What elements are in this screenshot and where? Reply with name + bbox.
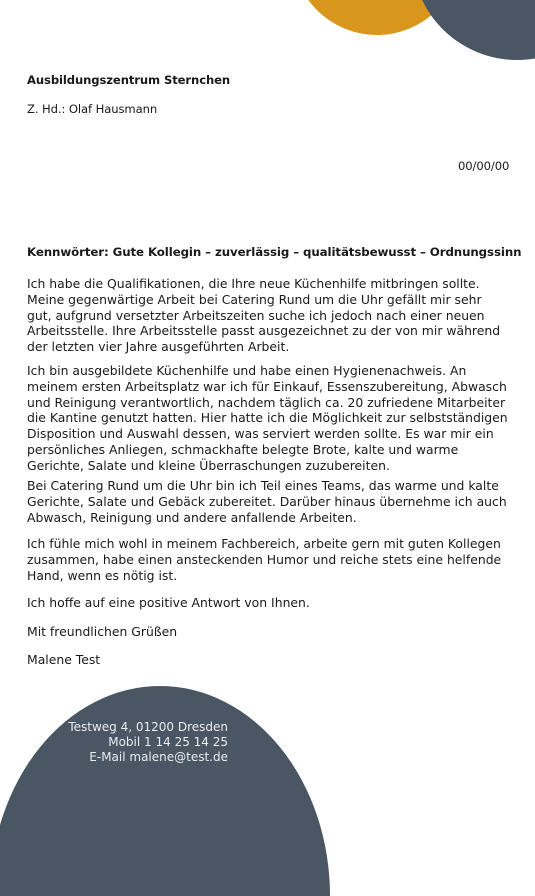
recipient-contact: Z. Hd.: Olaf Hausmann	[27, 102, 158, 116]
footer-phone: Mobil 1 14 25 14 25	[108, 735, 228, 749]
body-paragraph: Bei Catering Rund um die Uhr bin ich Teil eines Teams, das warme und kalte Gerichte, Salate und Gebäck zubereitet. Darüber hinaus übernehme ich auch Abwasch, Reinigung und andere anfallende Arbeiten.	[27, 478, 507, 525]
body-paragraph: Ich bin ausgebildete Küchenhilfe und habe einen Hygienenachweis. An meinem ersten Arbeitsplatz war ich für Einkauf, Essenszubereitung, Abwasch und Reinigung verantwortlich, nachdem täglich ca. 20 zufriedene Mitarbeiter die Kantine genutzt hatten. Hier hatte ich die Möglichkeit zur selbstständigen Disposition und Auswahl dessen, was serviert werden sollte. Es war mir ein persönliches Anliegen, schmackhafte belegte Brote, kalte und warme Gerichte, Salate und kleine Überraschungen zuzubereiten.	[27, 363, 508, 473]
signature-name: Malene Test	[27, 652, 101, 667]
decorative-slate-semicircle-bottom	[0, 686, 330, 896]
footer-address: Testweg 4, 01200 Dresden	[68, 720, 228, 734]
recipient-company: Ausbildungszentrum Sternchen	[27, 73, 231, 87]
body-paragraph: Ich habe die Qualifikationen, die Ihre neue Küchenhilfe mitbringen sollte. Meine gegenwärtige Arbeit bei Catering Rund um die Uhr gefällt mir sehr gut, aufgrund versetzter Arbeitszeiten suche ich jedoch nach einer neuen Arbeitsstelle. Ihre Arbeitsstelle passt ausgezeichnet zu der von mir während der letzten vier Jahre ausgeführten Arbeit.	[27, 276, 501, 355]
decorative-slate-circle-top	[412, 0, 535, 60]
body-paragraph: Ich hoffe auf eine positive Antwort von Ihnen.	[27, 595, 310, 610]
closing-greeting: Mit freundlichen Grüßen	[27, 624, 178, 639]
keywords-line: Kennwörter: Gute Kollegin – zuverlässig – qualitätsbewusst – Ordnungssinn	[27, 245, 522, 259]
letter-date: 00/00/00	[458, 159, 510, 173]
footer-email: E-Mail malene@test.de	[89, 750, 228, 764]
body-paragraph: Ich fühle mich wohl in meinem Fachbereich, arbeite gern mit guten Kollegen zusammen, habe einen ansteckenden Humor und reiche stets eine helfende Hand, wenn es nötig ist.	[27, 536, 502, 583]
